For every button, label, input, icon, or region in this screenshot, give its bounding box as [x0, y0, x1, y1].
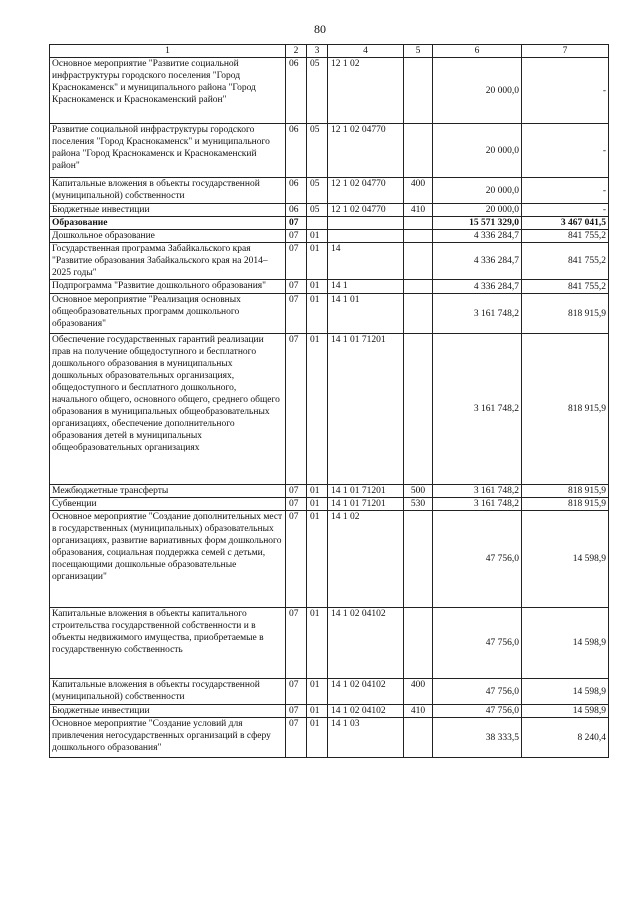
section-code-cell: 07	[286, 705, 307, 718]
amount-subvention-cell: 818 915,9	[522, 294, 609, 334]
section-code-cell: 07	[286, 485, 307, 498]
target-article-cell: 14 1 03	[328, 718, 404, 758]
row-name-cell: Бюджетные инвестиции	[50, 705, 286, 718]
subsection-code-cell: 01	[307, 705, 328, 718]
subsection-code-cell: 01	[307, 718, 328, 758]
expense-type-cell	[404, 334, 433, 485]
amount-subvention-cell: 14 598,9	[522, 511, 609, 608]
header-cell: 1	[50, 45, 286, 58]
table-row	[50, 334, 609, 485]
amount-subvention-cell: 841 755,2	[522, 280, 609, 294]
amount-subvention-cell: 8 240,4	[522, 718, 609, 758]
header-cell: 4	[328, 45, 404, 58]
amount-cell: 47 756,0	[433, 608, 522, 679]
row-name-cell: Капитальные вложения в объекты государственной (муниципальной) собственности	[50, 178, 286, 204]
header-cell: 2	[286, 45, 307, 58]
table-row	[50, 705, 609, 718]
header-cell: 7	[522, 45, 609, 58]
section-code-cell: 07	[286, 718, 307, 758]
row-name-cell: Развитие социальной инфраструктуры городского поселения "Город Краснокаменск" и муниципального района "Город Краснокаменск и Краснокаменский район"	[50, 124, 286, 178]
amount-cell: 3 161 748,2	[433, 294, 522, 334]
table-row	[50, 679, 609, 705]
amount-cell: 47 756,0	[433, 705, 522, 718]
row-name-cell: Основное мероприятие "Создание условий для привлечения негосударственных организаций в сферу дошкольного образования"	[50, 718, 286, 758]
section-code-cell: 06	[286, 124, 307, 178]
expense-type-cell	[404, 217, 433, 230]
amount-cell: 20 000,0	[433, 178, 522, 204]
target-article-cell: 14 1 01 71201	[328, 334, 404, 485]
table-row	[50, 230, 609, 243]
section-code-cell: 07	[286, 498, 307, 511]
amount-subvention-cell: -	[522, 204, 609, 217]
target-article-cell: 14 1 02 04102	[328, 679, 404, 705]
subsection-code-cell: 01	[307, 280, 328, 294]
amount-subvention-cell: 14 598,9	[522, 705, 609, 718]
page-number: 80	[314, 22, 326, 36]
amount-cell: 4 336 284,7	[433, 280, 522, 294]
subsection-code-cell: 01	[307, 294, 328, 334]
expense-type-cell	[404, 718, 433, 758]
amount-cell: 3 161 748,2	[433, 485, 522, 498]
row-name-cell: Межбюджетные трансферты	[50, 485, 286, 498]
amount-cell: 20 000,0	[433, 124, 522, 178]
expense-type-cell: 400	[404, 178, 433, 204]
expense-type-cell	[404, 124, 433, 178]
expense-type-cell	[404, 511, 433, 608]
amount-cell: 38 333,5	[433, 718, 522, 758]
table-row	[50, 178, 609, 204]
amount-subvention-cell: 14 598,9	[522, 679, 609, 705]
amount-subvention-cell: 3 467 041,5	[522, 217, 609, 230]
section-code-cell: 07	[286, 294, 307, 334]
table-row	[50, 124, 609, 178]
amount-cell: 3 161 748,2	[433, 334, 522, 485]
header-cell: 6	[433, 45, 522, 58]
row-name-cell: Подпрограмма "Развитие дошкольного образования"	[50, 280, 286, 294]
section-code-cell: 07	[286, 280, 307, 294]
expense-type-cell: 410	[404, 204, 433, 217]
section-code-cell: 07	[286, 608, 307, 679]
table-row	[50, 280, 609, 294]
target-article-cell	[328, 230, 404, 243]
row-name-cell: Капитальные вложения в объекты государственной (муниципальной) собственности	[50, 679, 286, 705]
expense-type-cell: 530	[404, 498, 433, 511]
amount-cell: 15 571 329,0	[433, 217, 522, 230]
amount-subvention-cell: 841 755,2	[522, 243, 609, 280]
subsection-code-cell: 05	[307, 204, 328, 217]
target-article-cell: 12 1 02 04770	[328, 124, 404, 178]
subsection-code-cell: 01	[307, 511, 328, 608]
row-name-cell: Государственная программа Забайкальского края "Развитие образования Забайкальского края на 2014–2025 годы"	[50, 243, 286, 280]
amount-subvention-cell: -	[522, 178, 609, 204]
subsection-code-cell: 05	[307, 124, 328, 178]
amount-subvention-cell: -	[522, 58, 609, 124]
amount-subvention-cell: 818 915,9	[522, 498, 609, 511]
row-name-cell: Капитальные вложения в объекты капитального строительства государственной собственности и в объекты недвижимого имущества, приобретаемые в государственную собственность	[50, 608, 286, 679]
target-article-cell: 14 1 01 71201	[328, 485, 404, 498]
table-header-row	[50, 45, 609, 58]
table-row	[50, 294, 609, 334]
target-article-cell: 14	[328, 243, 404, 280]
target-article-cell: 14 1 02 04102	[328, 608, 404, 679]
table-row	[50, 204, 609, 217]
header-cell: 3	[307, 45, 328, 58]
row-name-cell: Обеспечение государственных гарантий реализации прав на получение общедоступного и бесплатного дошкольного образования в муниципальных дошкольных образовательных организациях, общедоступного и бесплатного дошкольного, начального общего, основного общего, среднего общего образования в муниципальных общеобразовательных организациях, обеспечение дополнительного образования детей в муниципальных общеобразовательных организациях	[50, 334, 286, 485]
table-row	[50, 217, 609, 230]
table-row	[50, 718, 609, 758]
amount-cell: 47 756,0	[433, 511, 522, 608]
amount-cell: 20 000,0	[433, 58, 522, 124]
section-code-cell: 07	[286, 217, 307, 230]
amount-subvention-cell: -	[522, 124, 609, 178]
amount-cell: 3 161 748,2	[433, 498, 522, 511]
amount-cell: 47 756,0	[433, 679, 522, 705]
row-name-cell: Субвенции	[50, 498, 286, 511]
subsection-code-cell: 01	[307, 498, 328, 511]
expense-type-cell	[404, 243, 433, 280]
row-name-cell: Основное мероприятие "Создание дополнительных мест в государственных (муниципальных) образовательных организациях, развитие вариативных форм дошкольного образования, социальная поддержка семей с детьми, посещающими дошкольные образовательные организации"	[50, 511, 286, 608]
header-cell: 5	[404, 45, 433, 58]
section-code-cell: 07	[286, 230, 307, 243]
amount-cell: 4 336 284,7	[433, 243, 522, 280]
target-article-cell	[328, 217, 404, 230]
expense-type-cell	[404, 280, 433, 294]
target-article-cell: 12 1 02 04770	[328, 204, 404, 217]
target-article-cell: 14 1 02	[328, 511, 404, 608]
expense-type-cell	[404, 58, 433, 124]
section-code-cell: 07	[286, 511, 307, 608]
target-article-cell: 14 1 02 04102	[328, 705, 404, 718]
table-row	[50, 608, 609, 679]
table-row	[50, 485, 609, 498]
section-code-cell: 06	[286, 58, 307, 124]
expense-type-cell	[404, 230, 433, 243]
table-row	[50, 511, 609, 608]
subsection-code-cell: 05	[307, 58, 328, 124]
subsection-code-cell: 01	[307, 485, 328, 498]
expense-type-cell: 410	[404, 705, 433, 718]
section-code-cell: 07	[286, 334, 307, 485]
amount-subvention-cell: 841 755,2	[522, 230, 609, 243]
table-row	[50, 498, 609, 511]
subsection-code-cell: 01	[307, 230, 328, 243]
budget-table	[49, 44, 609, 758]
row-name-cell: Образование	[50, 217, 286, 230]
amount-cell: 4 336 284,7	[433, 230, 522, 243]
row-name-cell: Основное мероприятие "Развитие социальной инфраструктуры городского поселения "Город Краснокаменск" и муниципального района "Город Краснокаменск и Краснокаменский район"	[50, 58, 286, 124]
target-article-cell: 14 1 01 71201	[328, 498, 404, 511]
target-article-cell: 14 1 01	[328, 294, 404, 334]
subsection-code-cell: 01	[307, 243, 328, 280]
section-code-cell: 07	[286, 679, 307, 705]
subsection-code-cell: 01	[307, 608, 328, 679]
subsection-code-cell: 01	[307, 334, 328, 485]
amount-subvention-cell: 14 598,9	[522, 608, 609, 679]
row-name-cell: Дошкольное образование	[50, 230, 286, 243]
section-code-cell: 07	[286, 243, 307, 280]
expense-type-cell: 400	[404, 679, 433, 705]
amount-cell: 20 000,0	[433, 204, 522, 217]
row-name-cell: Бюджетные инвестиции	[50, 204, 286, 217]
table-row	[50, 58, 609, 124]
target-article-cell: 14 1	[328, 280, 404, 294]
section-code-cell: 06	[286, 178, 307, 204]
expense-type-cell	[404, 294, 433, 334]
expense-type-cell: 500	[404, 485, 433, 498]
subsection-code-cell	[307, 217, 328, 230]
subsection-code-cell: 05	[307, 178, 328, 204]
expense-type-cell	[404, 608, 433, 679]
row-name-cell: Основное мероприятие "Реализация основных общеобразовательных программ дошкольного образования"	[50, 294, 286, 334]
table-row	[50, 243, 609, 280]
subsection-code-cell: 01	[307, 679, 328, 705]
target-article-cell: 12 1 02 04770	[328, 178, 404, 204]
amount-subvention-cell: 818 915,9	[522, 334, 609, 485]
amount-subvention-cell: 818 915,9	[522, 485, 609, 498]
target-article-cell: 12 1 02	[328, 58, 404, 124]
section-code-cell: 06	[286, 204, 307, 217]
